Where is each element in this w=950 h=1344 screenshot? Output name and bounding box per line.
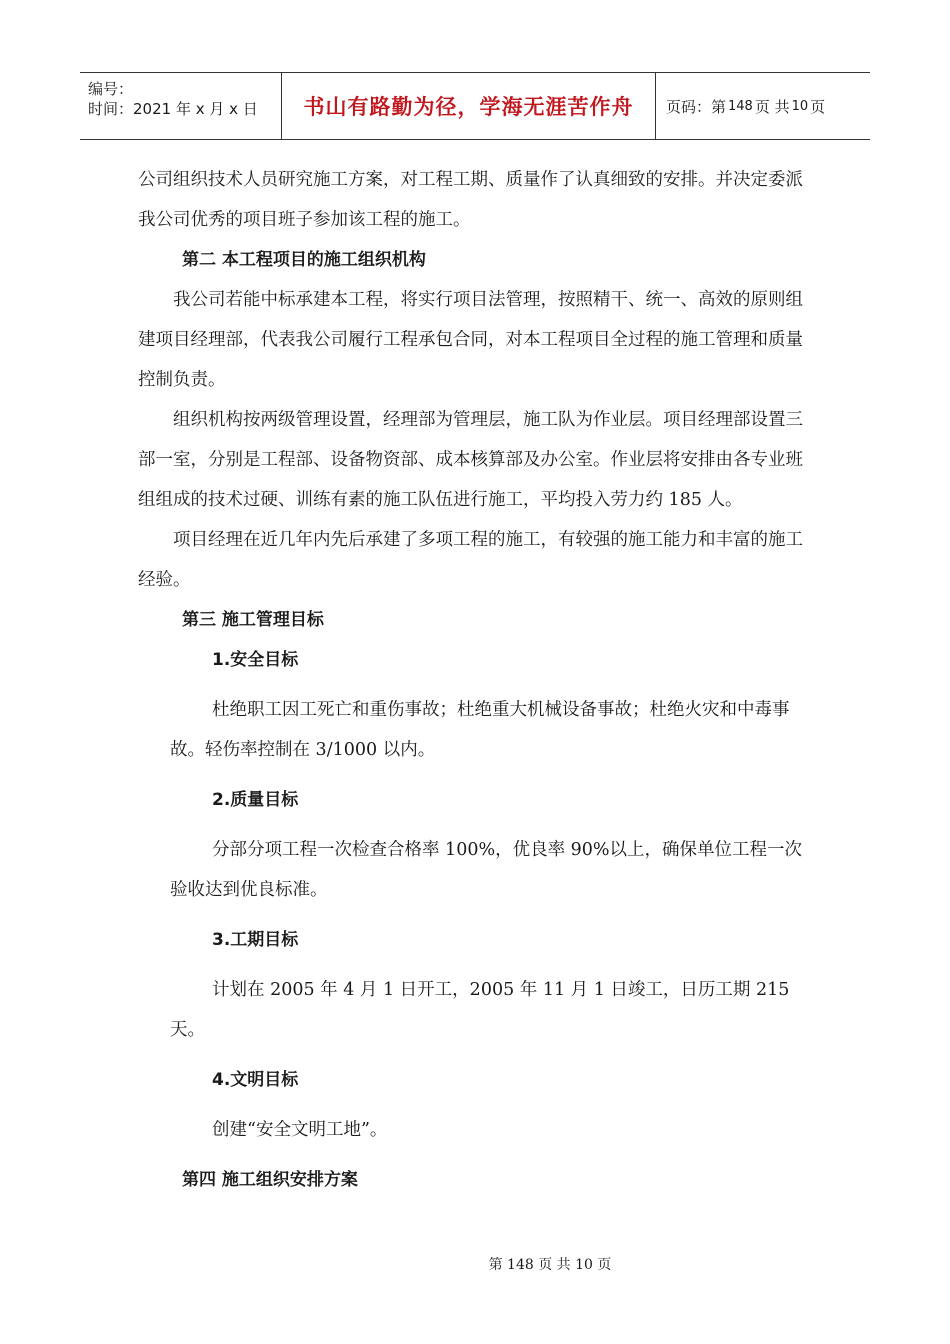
section-heading-3: 第三 施工管理目标: [182, 610, 324, 630]
paragraph-org-1: 我公司若能中标承建本工程，将实行项目法管理，按照精干、统一、高效的原则组建项目经理部，代表我公司履行工程承包合同，对本工程项目全过程的施工管理和质量控制负责。: [138, 290, 803, 390]
section-heading-4: 第四 施工组织安排方案: [182, 1170, 358, 1190]
document-date: 时间：2021 年 x 月 x 日: [88, 100, 258, 118]
header-motto: 书山有路勤为径，学海无涯苦作舟: [282, 73, 656, 139]
subheading-civil: 4.文明目标: [212, 1070, 299, 1090]
subheading-quality: 2.质量目标: [212, 790, 299, 810]
section-heading-2: 第二 本工程项目的施工组织机构: [182, 250, 426, 270]
page-mid: 页 共: [754, 97, 790, 116]
paragraph-safety: 杜绝职工因工死亡和重伤事故；杜绝重大机械设备事故；杜绝火灾和中毒事故。轻伤率控制在 3/1000 以内。: [170, 700, 790, 760]
total-pages: 10: [791, 98, 809, 114]
paragraph-continuation: 公司组织技术人员研究施工方案，对工程工期、质量作了认真细致的安排。并决定委派我公司优秀的项目班子参加该工程的施工。: [138, 170, 803, 230]
paragraph-org-3: 项目经理在近几年内先后承建了多项工程的施工，有较强的施工能力和丰富的施工经验。: [138, 530, 803, 590]
page-number: 148: [728, 98, 753, 114]
page-footer: 第 148 页 共 10 页: [488, 1257, 612, 1273]
page-header: [80, 72, 870, 140]
subheading-schedule: 3.工期目标: [212, 930, 299, 950]
paragraph-civil: 创建“安全文明工地”。: [212, 1120, 388, 1140]
page-suffix: 页: [810, 97, 826, 116]
subheading-safety: 1.安全目标: [212, 650, 299, 670]
header-page-info: [656, 73, 870, 139]
document-number-label: 编号：: [88, 80, 134, 98]
paragraph-schedule: 计划在 2005 年 4 月 1 日开工，2005 年 11 月 1 日竣工，日历工期 215 天。: [170, 980, 790, 1040]
document-body: [138, 160, 818, 1200]
paragraph-org-2: 组织机构按两级管理设置，经理部为管理层，施工队为作业层。项目经理部设置三部一室，分别是工程部、设备物资部、成本核算部及办公室。作业层将安排由各专业班组组成的技术过硬、训练有素的施工队伍进行施工，平均投入劳力约 185 人。: [138, 410, 803, 510]
paragraph-quality: 分部分项工程一次检查合格率 100%，优良率 90%以上，确保单位工程一次验收达到优良标准。: [170, 840, 803, 900]
header-meta: [80, 73, 282, 139]
page-prefix: 页码：第: [666, 97, 727, 116]
